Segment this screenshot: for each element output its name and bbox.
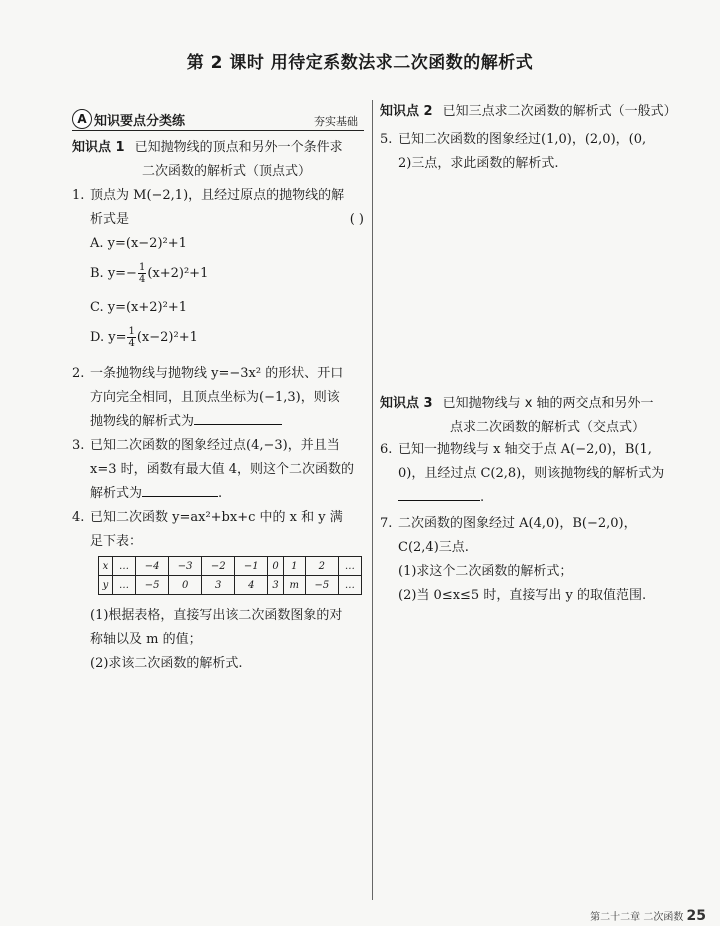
q6-num: 6. <box>380 442 393 457</box>
q4-value-table <box>98 556 362 595</box>
q2-line3-wrap <box>72 410 368 434</box>
table-cell: −1 <box>235 557 268 576</box>
q1-line1: 顶点为 M(−2,1)，且经过原点的抛物线的解 <box>90 188 345 203</box>
q1-option-c: C. y=(x+2)²+1 <box>90 300 187 315</box>
q1-option-a: A. y=(x−2)²+1 <box>90 236 187 251</box>
question-3 <box>72 434 368 506</box>
kp1-label: 知识点 1 <box>72 140 125 155</box>
q1-option-d <box>90 326 198 350</box>
q5-line1: 已知二次函数的图象经过(1,0)，(2,0)，(0, <box>398 132 647 147</box>
q1-option-d-pre: D. y= <box>90 330 127 345</box>
page-footer <box>590 908 706 924</box>
section-header <box>72 108 364 131</box>
question-4 <box>72 506 368 554</box>
q4-sub1b: 称轴以及 m 的值； <box>90 632 202 647</box>
question-6 <box>380 438 686 510</box>
table-cell: … <box>338 576 361 595</box>
q7-line2: C(2,4)三点. <box>398 540 469 555</box>
q5-line2: 2)三点，求此函数的解析式. <box>398 156 559 171</box>
section-title: 知识要点分类练 <box>94 114 186 129</box>
q1-line2: 析式是 <box>90 212 130 227</box>
table-cell: x <box>99 557 113 576</box>
kp2-label: 知识点 2 <box>380 104 433 119</box>
q1-option-b-numerator: 1 <box>138 262 146 273</box>
q4-sub2: (2)求该二次函数的解析式. <box>90 656 243 671</box>
table-cell: 1 <box>283 557 305 576</box>
q6-line1: 已知一抛物线与 x 轴交于点 A(−2,0)，B(1, <box>398 442 652 457</box>
q7-line1: 二次函数的图象经过 A(4,0)，B(−2,0)， <box>398 516 637 531</box>
q4-line2: 足下表： <box>90 534 143 549</box>
q2-line1: 一条抛物线与抛物线 y=−3x² 的形状、开口 <box>90 366 344 381</box>
q1-option-d-fraction <box>127 326 135 349</box>
table-cell: … <box>338 557 361 576</box>
q4-line1: 已知二次函数 y=ax²+bx+c 中的 x 和 y 满 <box>90 510 343 525</box>
q5-num: 5. <box>380 132 393 147</box>
table-cell: y <box>99 576 113 595</box>
kp3-desc: 已知抛物线与 x 轴的两交点和另外一 <box>442 396 654 411</box>
q2-line3: 抛物线的解析式为 <box>90 414 195 429</box>
question-2 <box>72 362 368 434</box>
q1-option-b-pre: B. y=− <box>90 266 137 281</box>
table-cell: 0 <box>268 557 283 576</box>
footer-chapter: 第二十二章 二次函数 <box>590 912 684 923</box>
table-cell: 3 <box>268 576 283 595</box>
table-cell: −4 <box>136 557 169 576</box>
kp1-cont: 二次函数的解析式（顶点式） <box>142 164 312 179</box>
table-cell: … <box>112 576 135 595</box>
page-title: 第 2 课时 用待定系数法求二次函数的解析式 <box>186 53 534 73</box>
table-row <box>99 557 362 576</box>
q7-sub2: (2)当 0≤x≤5 时，直接写出 y 的取值范围. <box>398 588 647 603</box>
q3-end: . <box>218 486 223 501</box>
q3-line3-wrap <box>72 482 368 506</box>
q4-num: 4. <box>72 510 85 525</box>
kp3-cont: 点求二次函数的解析式（交点式） <box>450 420 646 435</box>
section-badge: A <box>72 109 92 129</box>
table-row <box>99 576 362 595</box>
q4-subquestions <box>90 604 366 676</box>
q1-num: 1. <box>72 188 85 203</box>
table-cell: −5 <box>305 576 338 595</box>
kp2-desc: 已知三点求二次函数的解析式（一般式） <box>442 104 677 119</box>
q1-option-b-denominator: 4 <box>138 274 146 285</box>
q1-option-d-denominator: 4 <box>128 338 135 349</box>
q7-num: 7. <box>380 516 393 531</box>
knowledge-point-3 <box>380 392 690 440</box>
table-cell: −5 <box>136 576 169 595</box>
q1-option-b-post: (x+2)²+1 <box>147 266 209 281</box>
q4-sub1a: (1)根据表格，直接写出该二次函数图象的对 <box>90 608 343 623</box>
q3-answer-blank[interactable] <box>142 482 218 497</box>
question-1 <box>72 184 364 232</box>
table-cell: 0 <box>169 576 202 595</box>
q6-end: . <box>480 490 485 505</box>
q1-option-b <box>90 262 208 286</box>
question-7 <box>380 512 686 608</box>
table-cell: … <box>112 557 135 576</box>
table-cell: −3 <box>169 557 202 576</box>
q1-answer-paren: ( ) <box>349 212 364 227</box>
table-cell: −2 <box>202 557 235 576</box>
q3-num: 3. <box>72 438 85 453</box>
table-cell: m <box>283 576 305 595</box>
section-tag: 夯实基础 <box>314 115 358 128</box>
knowledge-point-2 <box>380 100 690 124</box>
q6-line3-wrap <box>380 486 686 510</box>
q2-num: 2. <box>72 366 85 381</box>
table-cell: 2 <box>305 557 338 576</box>
kp1-desc: 已知抛物线的顶点和另外一个条件求 <box>134 140 343 155</box>
q1-option-d-post: (x−2)²+1 <box>136 330 198 345</box>
q1-option-b-fraction <box>138 262 146 285</box>
q6-line2: 0)，且经过点 C(2,8)，则该抛物线的解析式为 <box>398 466 665 481</box>
table-cell: 4 <box>235 576 268 595</box>
kp3-label: 知识点 3 <box>380 396 433 411</box>
table-cell: 3 <box>202 576 235 595</box>
column-divider <box>372 100 373 900</box>
page-number: 25 <box>686 908 706 924</box>
q6-answer-blank[interactable] <box>398 486 480 501</box>
question-5 <box>380 128 686 176</box>
q3-line1: 已知二次函数的图象经过点(4,−3)，并且当 <box>90 438 340 453</box>
q3-line2: x=3 时，函数有最大值 4，则这个二次函数的 <box>90 462 355 477</box>
q1-option-d-numerator: 1 <box>128 326 135 337</box>
q2-line2: 方向完全相同，且顶点坐标为(−1,3)，则该 <box>90 390 340 405</box>
q7-sub1: (1)求这个二次函数的解析式； <box>398 564 573 579</box>
knowledge-point-1 <box>72 136 368 184</box>
q3-line3: 解析式为 <box>90 486 143 501</box>
q2-answer-blank[interactable] <box>194 410 282 425</box>
